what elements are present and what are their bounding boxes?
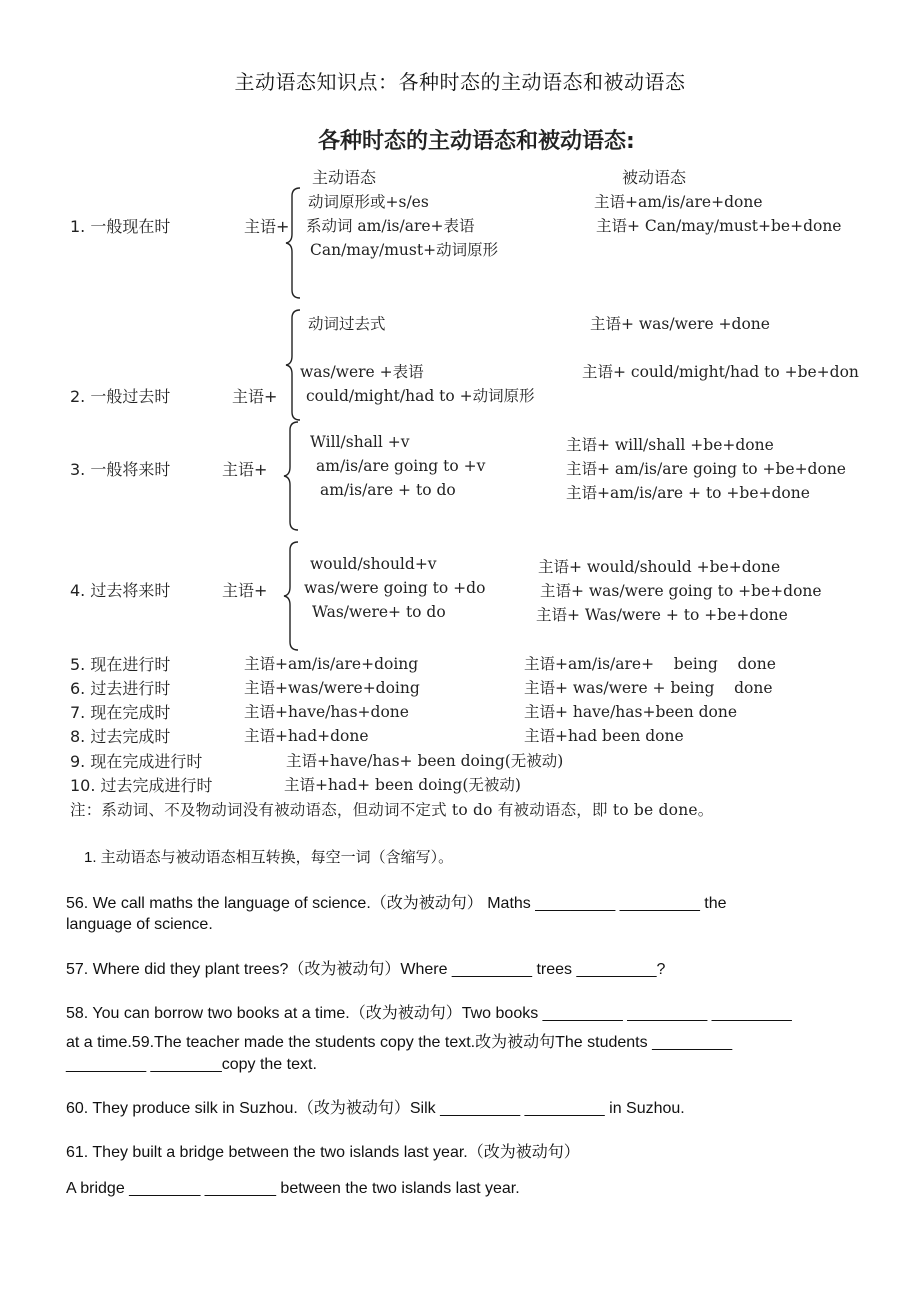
active-voice-header: 主动语态 xyxy=(312,168,377,187)
exercise-line: 60. They produce silk in Suzhou.（改为被动句）Silk _________ _________ in Suzhou. xyxy=(66,1100,685,1117)
active-form: 主语+have/has+done xyxy=(244,703,409,721)
passive-form: 主语+ would/should +be+done xyxy=(538,558,781,576)
page-title: 主动语态知识点：各种时态的主动语态和被动语态 xyxy=(234,70,686,94)
active-form: was/were going to +do xyxy=(304,579,486,597)
active-form: 动词过去式 xyxy=(308,315,386,333)
tense-label: 10. 过去完成进行时 xyxy=(70,776,213,795)
passive-form: 主语+ was/were + being done xyxy=(524,679,773,697)
passive-form: 主语+had been done xyxy=(524,727,684,745)
exercise-line: _________ ________copy the text. xyxy=(66,1056,317,1073)
exercise-line: 61. They built a bridge between the two islands last year.（改为被动句） xyxy=(66,1144,580,1161)
passive-form: 主语+ was/were going to +be+done xyxy=(540,582,822,600)
passive-form: 主语+ could/might/had to +be+don xyxy=(582,363,859,381)
exercise-line: 57. Where did they plant trees?（改为被动句）Where _________ trees _________? xyxy=(66,961,666,978)
tense-label: 9. 现在完成进行时 xyxy=(70,752,203,771)
image-heading: 各种时态的主动语态和被动语态: xyxy=(318,129,635,154)
brace-icon xyxy=(284,420,304,532)
passive-voice-header: 被动语态 xyxy=(622,168,687,187)
passive-form: 主语+am/is/are+done xyxy=(594,193,763,211)
tense-label: 7. 现在完成时 xyxy=(70,703,171,722)
exercise-line: at a time.59.The teacher made the students copy the text.改为被动句The students _________ xyxy=(66,1034,733,1051)
tense-label: 2. 一般过去时 xyxy=(70,387,171,406)
passive-form: 主语+ am/is/are going to +be+done xyxy=(566,460,846,478)
active-form: 主语+am/is/are+doing xyxy=(244,655,419,673)
brace-icon xyxy=(286,186,306,300)
active-form: would/should+v xyxy=(310,555,437,573)
subject-plus: 主语+ xyxy=(222,581,268,600)
active-form: am/is/are going to +v xyxy=(316,457,486,475)
subject-plus: 主语+ xyxy=(232,387,278,406)
subject-plus: 主语+ xyxy=(222,460,268,479)
passive-form: 主语+am/is/are+ being done xyxy=(524,655,776,673)
tense-label: 5. 现在进行时 xyxy=(70,655,171,674)
passive-form: 主语+am/is/are + to +be+done xyxy=(566,484,810,502)
exercise-line: language of science. xyxy=(66,916,213,933)
note: 注：系动词、不及物动词没有被动语态，但动词不定式 to do 有被动语态，即 to be done。 xyxy=(70,801,714,819)
active-form: am/is/are + to do xyxy=(320,481,456,499)
brace-icon xyxy=(284,540,304,652)
active-form: 主语+have/has+ been doing(无被动) xyxy=(286,752,564,770)
subject-plus: 主语+ xyxy=(244,217,290,236)
tense-label: 1. 一般现在时 xyxy=(70,217,171,236)
active-form: 动词原形或+s/es xyxy=(308,193,429,211)
active-form: 主语+was/were+doing xyxy=(244,679,420,697)
active-form: Was/were+ to do xyxy=(312,603,446,621)
tense-label: 8. 过去完成时 xyxy=(70,727,171,746)
active-form: 主语+had+ been doing(无被动) xyxy=(284,776,521,794)
exercise-instruction: 1. 主动语态与被动语态相互转换，每空一词（含缩写）。 xyxy=(84,849,454,866)
passive-form: 主语+ have/has+been done xyxy=(524,703,738,721)
tense-label: 6. 过去进行时 xyxy=(70,679,171,698)
passive-form: 主语+ will/shall +be+done xyxy=(566,436,774,454)
exercise-line: 58. You can borrow two books at a time.（改为被动句）Two books _________ _________ _________ xyxy=(66,1005,792,1022)
active-form: 系动词 am/is/are+表语 xyxy=(306,217,475,235)
active-form: Can/may/must+动词原形 xyxy=(310,241,499,259)
exercise-line: 56. We call maths the language of science.（改为被动句） Maths _________ _________ the xyxy=(66,895,727,912)
passive-form: 主语+ Can/may/must+be+done xyxy=(596,217,842,235)
tense-label: 4. 过去将来时 xyxy=(70,581,171,600)
passive-form: 主语+ Was/were + to +be+done xyxy=(536,606,788,624)
active-form: could/might/had to +动词原形 xyxy=(306,387,535,405)
tense-label: 3. 一般将来时 xyxy=(70,460,171,479)
active-form: 主语+had+done xyxy=(244,727,369,745)
exercise-line: A bridge ________ ________ between the two islands last year. xyxy=(66,1180,520,1197)
active-form: was/were +表语 xyxy=(300,363,424,381)
passive-form: 主语+ was/were +done xyxy=(590,315,770,333)
active-form: Will/shall +v xyxy=(310,433,410,451)
